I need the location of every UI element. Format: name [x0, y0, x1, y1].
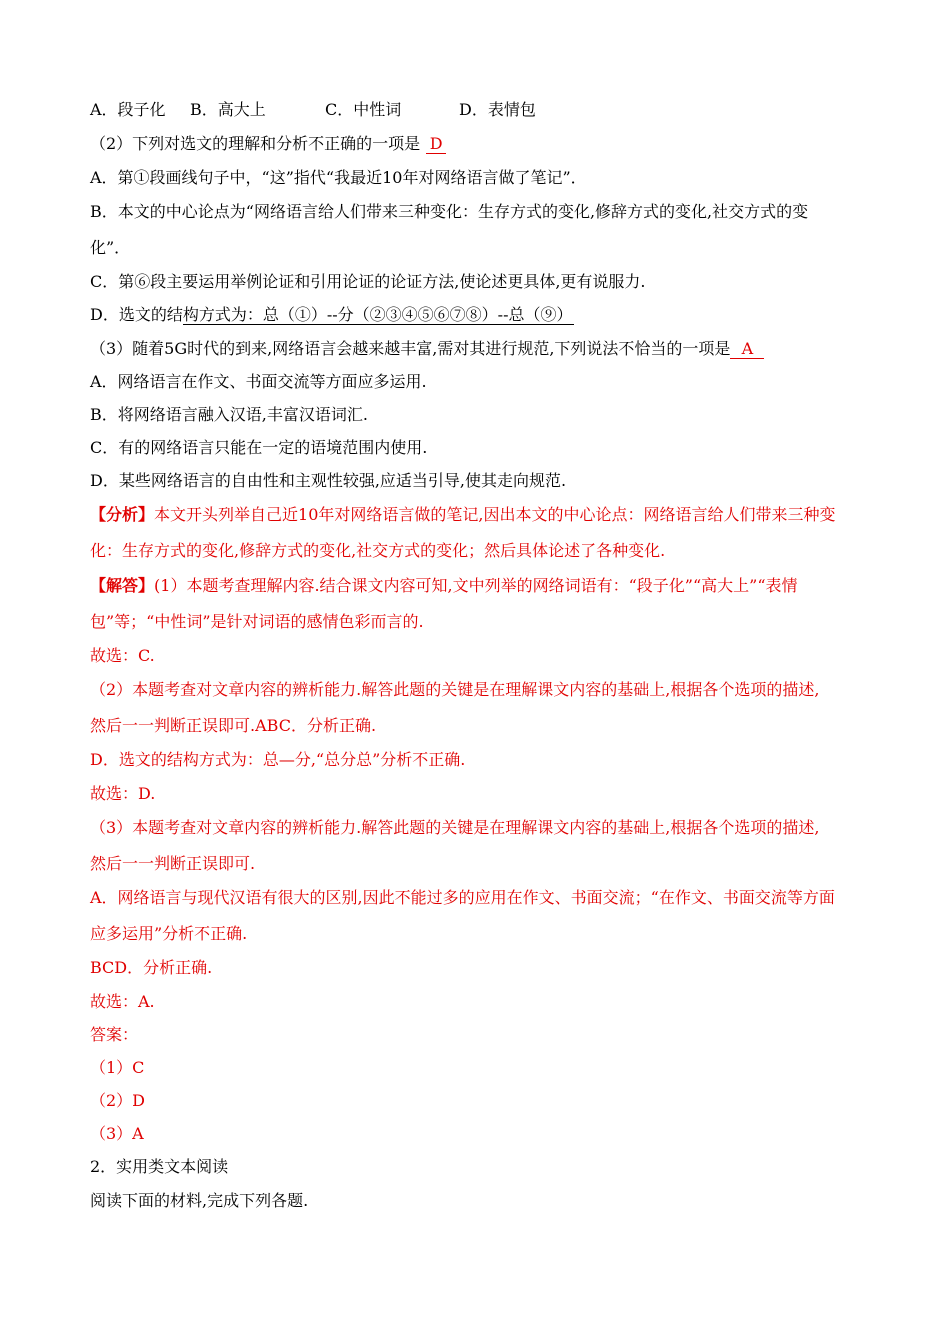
q2-stem: （2）下列对选文的理解和分析不正确的一项是 — [90, 134, 421, 153]
q2-stem-line — [90, 134, 446, 154]
q1-option-c: C．中性词 — [325, 100, 402, 119]
solution-line1 — [90, 576, 798, 596]
q2-option-b-line2: 化”． — [90, 238, 131, 257]
q2-option-c: C．第⑥段主要运用举例论证和引用论证的论证方法,使论述更具体,更有说服力. — [90, 272, 646, 291]
q3-stem: （3）随着5G时代的到来,网络语言会越来越丰富,需对其进行规范,下列说法不恰当的一项是 — [90, 339, 731, 358]
solution-tag: 【解答】 — [90, 576, 155, 595]
q3-answer-blank: A — [730, 340, 764, 359]
q3-option-d: D．某些网络语言的自由性和主观性较强,应适当引导,使其走向规范. — [90, 471, 567, 490]
analysis-line1 — [90, 505, 835, 525]
solution-p1-line2: 包”等；“中性词”是针对词语的感情色彩而言的. — [90, 612, 424, 631]
q1-option-b: B．高大上 — [190, 100, 266, 119]
q2-answer-blank: D — [426, 135, 446, 154]
q3-stem-line — [90, 339, 764, 359]
q1-option-d: D．表情包 — [459, 100, 536, 119]
solution-p3-line4: 应多运用”分析不正确. — [90, 924, 248, 943]
q3-option-a: A．网络语言在作文、书面交流等方面应多运用. — [90, 372, 427, 391]
analysis-line2: 化：生存方式的变化,修辞方式的变化,社交方式的变化；然后具体论述了各种变化. — [90, 541, 666, 560]
q2-option-a: A．第①段画线句子中，“这”指代“我最近10年对网络语言做了笔记”． — [90, 168, 587, 187]
solution-p3-line5: BCD．分析正确. — [90, 958, 213, 977]
answer-item-3: （3）A — [90, 1124, 144, 1143]
answer-item-2: （2）D — [90, 1091, 146, 1110]
solution-p3-line2: 然后一一判断正误即可. — [90, 854, 256, 873]
q3-option-b: B．将网络语言融入汉语,丰富汉语词汇. — [90, 405, 368, 424]
q2-option-d-structure: 构方式为：总（①）--分（②③④⑤⑥⑦⑧）--总（⑨） — [182, 305, 573, 324]
section2-intro: 阅读下面的材料,完成下列各题. — [90, 1191, 309, 1210]
q2-option-d — [90, 305, 574, 325]
q2-option-b-line1: B．本文的中心论点为“网络语言给人们带来三种变化：生存方式的变化,修辞方式的变化,社交方式的变 — [90, 202, 809, 221]
solution-p2-line2: 然后一一判断正误即可.ABC．分析正确. — [90, 716, 377, 735]
q3-option-c: C．有的网络语言只能在一定的语境范围内使用. — [90, 438, 428, 457]
solution-p2-line3: D．选文的结构方式为：总—分,“总分总”分析不正确. — [90, 750, 466, 769]
answer-item-1: （1）C — [90, 1058, 145, 1077]
q1-options — [90, 100, 536, 120]
q2-option-d-prefix: D．选文的结 — [90, 305, 183, 324]
section2-title: 2．实用类文本阅读 — [90, 1157, 229, 1176]
answers-label: 答案： — [90, 1025, 139, 1044]
q1-option-a: A．段子化 — [90, 100, 166, 119]
solution-p2-choice: 故选：D. — [90, 784, 156, 803]
analysis-text-1: 本文开头列举自己近10年对网络语言做的笔记,因出本文的中心论点：网络语言给人们带来三种变 — [154, 505, 836, 524]
solution-p3-choice: 故选：A. — [90, 992, 155, 1011]
solution-p3-line3: A．网络语言与现代汉语有很大的区别,因此不能过多的应用在作文、书面交流；“在作文、书面交流等方面 — [90, 888, 835, 907]
solution-p3-line1: （3）本题考查对文章内容的辨析能力.解答此题的关键是在理解课文内容的基础上,根据各个选项的描述, — [90, 818, 820, 837]
solution-p1-line1: (1）本题考查理解内容.结合课文内容可知,文中列举的网络词语有：“段子化”“高大上”“表情 — [154, 576, 798, 595]
solution-p2-line1: （2）本题考查对文章内容的辨析能力.解答此题的关键是在理解课文内容的基础上,根据各个选项的描述, — [90, 680, 820, 699]
analysis-tag: 【分析】 — [90, 505, 155, 524]
solution-p1-choice: 故选：C. — [90, 646, 155, 665]
